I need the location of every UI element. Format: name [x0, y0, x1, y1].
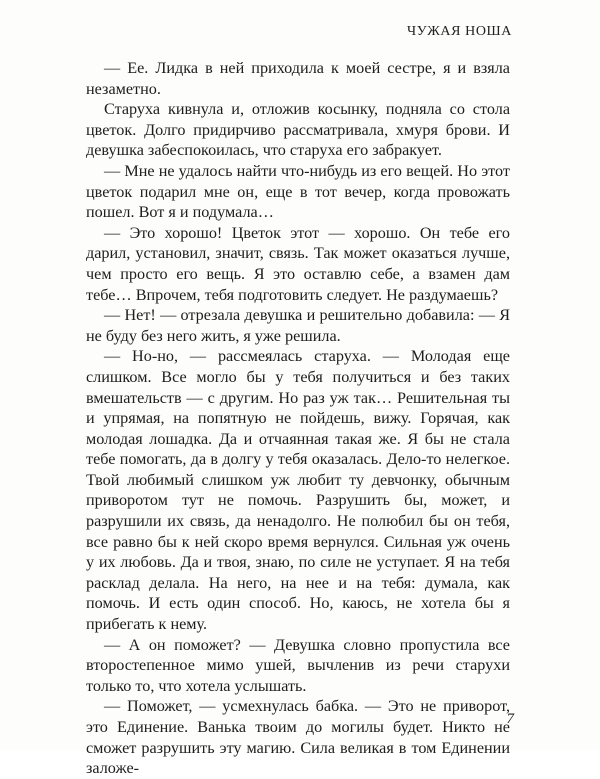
- paragraph: — Ее. Лидка в ней приходила к моей сестре, я и взяла незаметно.: [86, 59, 510, 98]
- running-header: ЧУЖАЯ НОША: [407, 24, 512, 39]
- paragraph: — А он поможет? — Девушка словно пропустила все второстепенное мимо ушей, вычленив из речи старухи только то, что хотела услышать.: [86, 635, 510, 695]
- paragraph: — Это хорошо! Цветок этот — хорошо. Он тебе его дарил, установил, значит, связь. Так может оказаться лучше, чем просто его вещь. Я это оставлю себе, а взамен дам тебе… Впрочем, тебя подготовить следует. Не раздумаешь?: [86, 223, 510, 304]
- paragraph: — Но-но, — рассмеялась старуха. — Молодая еще слишком. Все могло бы у тебя получиться и без таких вмешательств — с другим. Но раз уж так… Решительная ты и упрямая, на попятную не пойдешь, вижу. Горячая, как молодая лошадка. Да и отчаянная такая же. Я бы не стала тебе помогать, да в долгу у тебя оказалась. Дело-то нелегкое. Твой любимый слишком уж любит ту девчонку, обычным приворотом тут не помочь. Разрушить бы, может, и разрушили их связь, да ненадолго. Не полюбил бы он тебя, все равно бы к ней скоро время вернулся. Сильная уж очень у их любовь. Да и твоя, знаю, по силе не уступает. Я на тебя расклад делала. На него, на нее и на тебя: думала, как помочь. И есть один способ. Но, каюсь, не хотела бы я прибегать к нему.: [86, 347, 510, 634]
- paragraph: Старуха кивнула и, отложив косынку, подняла со стола цветок. Долго придирчиво рассматривала, хмуря брови. И девушка забеспокоилась, что старуха его забракует.: [86, 100, 510, 160]
- page-number: 7: [506, 711, 514, 727]
- paragraph: — Поможет, — усмехнулась бабка. — Это не приворот, это Единение. Ванька твоим до могилы будет. Никто не сможет разрушить эту магию. Сила великая в том Единении заложе-: [86, 697, 510, 778]
- paragraph: — Мне не удалось найти что-нибудь из его вещей. Но этот цветок подарил мне он, еще в тот вечер, когда провожать пошел. Вот я и подумала…: [86, 161, 510, 222]
- body-text: [86, 58, 510, 779]
- paragraph: — Нет! — отрезала девушка и решительно добавила: — Я не буду без него жить, я уже решила.: [86, 306, 510, 345]
